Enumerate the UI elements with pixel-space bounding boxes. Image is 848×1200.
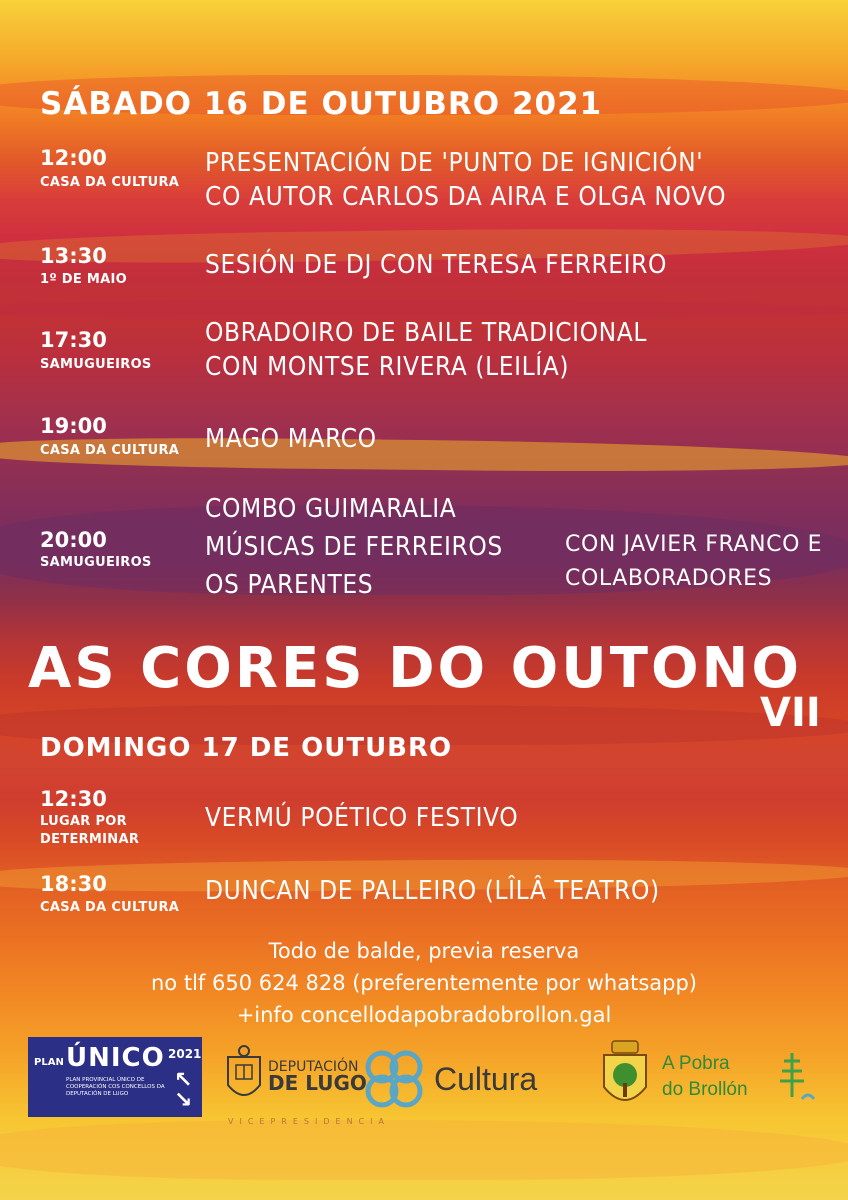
- event-place: [40, 813, 139, 849]
- event-place: CASA DA CULTURA: [40, 443, 180, 458]
- deputacion-line1: DEPUTACIÓN: [268, 1059, 359, 1075]
- event-time: 13:30: [40, 244, 107, 268]
- concello-shield-icon: [600, 1039, 650, 1115]
- event-line: CO AUTOR CARLOS DA AIRA E OLGA NOVO: [205, 182, 727, 212]
- event-time: 19:00: [40, 414, 107, 438]
- event-line: COMBO GUIMARALIA: [205, 494, 457, 524]
- cultura-label: Cultura: [434, 1061, 538, 1097]
- plan-name: ÚNICO: [66, 1043, 165, 1073]
- event-description: [205, 422, 377, 456]
- event-side-line: CON JAVIER FRANCO E: [565, 532, 823, 557]
- event-description: [205, 146, 726, 214]
- event-line: OS PARENTES: [205, 570, 374, 600]
- sponsor-logos: [0, 1035, 848, 1135]
- event-line: DUNCAN DE PALLEIRO (LÎLÂ TEATRO): [205, 876, 660, 906]
- info-line-website: +info concellodapobradobrollon.gal: [236, 1003, 612, 1027]
- deputacion-line2: DE LUGO: [268, 1071, 367, 1095]
- cultura-rings-icon: [362, 1047, 426, 1111]
- event-side-line: COLABORADORES: [565, 566, 773, 591]
- event-place-line: LUGAR POR: [40, 814, 127, 829]
- event-place-line: DETERMINAR: [40, 832, 140, 847]
- event-time: 12:30: [40, 787, 107, 811]
- event-side-note: [565, 528, 822, 596]
- event-time: 12:00: [40, 146, 107, 170]
- concello-line1: A Pobra: [662, 1053, 730, 1074]
- plan-unico-logo: [28, 1037, 202, 1117]
- event-description: [205, 316, 647, 384]
- event-line: MAGO MARCO: [205, 424, 377, 454]
- concello-pobra-brollon-logo: [662, 1051, 748, 1103]
- event-place: SAMUGUEIROS: [40, 555, 152, 570]
- info-line-phone: no tlf 650 624 828 (preferentemente por whatsapp): [151, 971, 697, 995]
- plan-description: PLAN PROVINCIAL ÚNICO DE COOPERACIÓN COS CONCELLOS DA DEPUTACIÓN DE LUGO: [66, 1077, 165, 1097]
- arrows-icon: ↖ ↘: [174, 1068, 193, 1113]
- event-line: PRESENTACIÓN DE 'PUNTO DE IGNICIÓN': [205, 148, 704, 178]
- event-time: 20:00: [40, 528, 107, 552]
- plan-year: 2021: [168, 1047, 202, 1061]
- vicepresidencia-label: VICEPRESIDENCIA: [228, 1117, 390, 1126]
- festival-edition: VII: [760, 690, 821, 736]
- event-line: SESIÓN DE DJ CON TERESA FERREIRO: [205, 250, 668, 280]
- plan-word: PLAN: [34, 1057, 64, 1068]
- deputacion-lugo-logo: [268, 1059, 367, 1095]
- concello-line2: do Brollón: [662, 1079, 748, 1100]
- event-description: [205, 801, 518, 835]
- event-place: SAMUGUEIROS: [40, 357, 152, 372]
- tree-icon: [778, 1049, 818, 1109]
- event-time: 18:30: [40, 872, 107, 896]
- event-line: MÚSICAS DE FERREIROS: [205, 532, 503, 562]
- event-line: OBRADOIRO DE BAILE TRADICIONAL: [205, 318, 647, 348]
- event-description: [205, 874, 660, 908]
- day1-heading: SÁBADO 16 DE OUTUBRO 2021: [40, 86, 603, 122]
- day2-heading: DOMINGO 17 DE OUTUBRO: [40, 733, 453, 763]
- info-line-free: Todo de balde, previa reserva: [268, 939, 580, 963]
- event-time: 17:30: [40, 328, 107, 352]
- info-block: [0, 935, 848, 1031]
- event-place: CASA DA CULTURA: [40, 900, 180, 915]
- event-description: [205, 490, 503, 604]
- event-place: 1º DE MAIO: [40, 272, 127, 287]
- event-place: CASA DA CULTURA: [40, 175, 180, 190]
- festival-title: AS CORES DO OUTONO: [28, 636, 803, 701]
- event-line: VERMÚ POÉTICO FESTIVO: [205, 803, 519, 833]
- deputacion-shield-icon: [224, 1045, 264, 1107]
- event-description: [205, 248, 667, 282]
- event-line: CON MONTSE RIVERA (LEILÍA): [205, 352, 570, 382]
